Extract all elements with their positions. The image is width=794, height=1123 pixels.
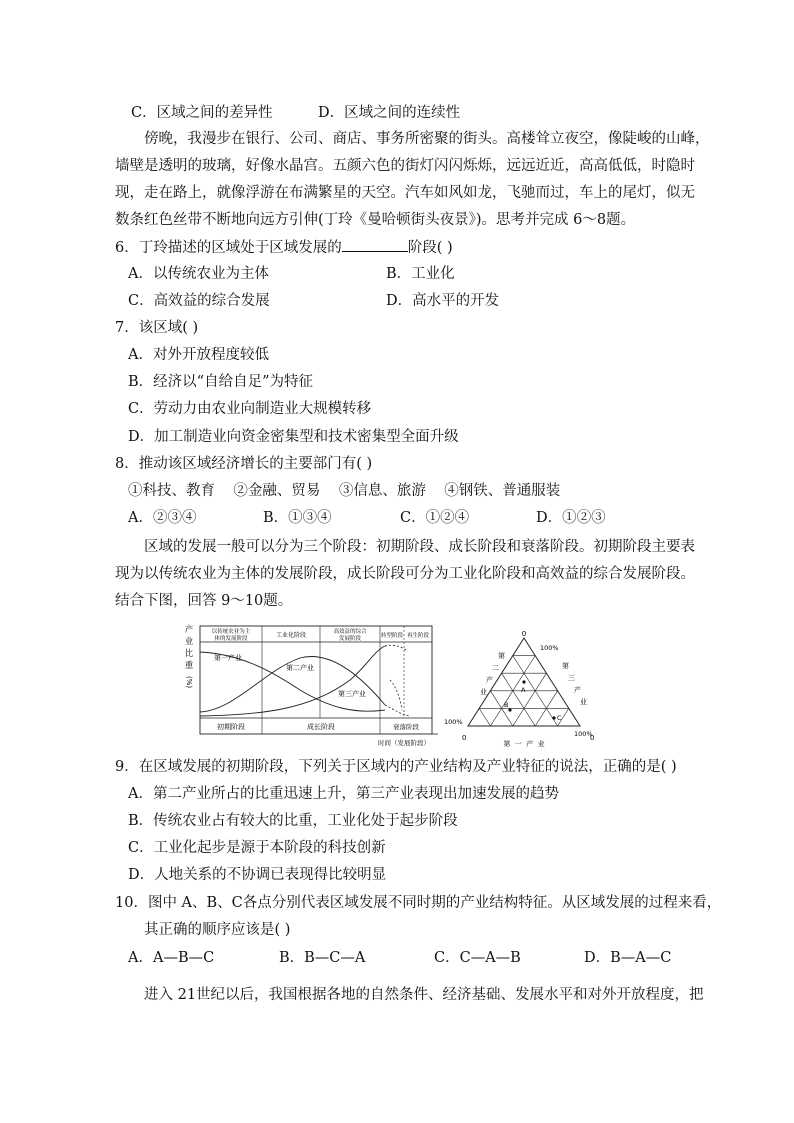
q10-option-c: C．C—A—B	[434, 950, 521, 966]
ternary-right-label-2: 产	[574, 686, 581, 694]
label-primary: 第一产业	[214, 654, 242, 662]
q6-option-d: D．高水平的开发	[386, 293, 500, 309]
fig-left-top-stage-4: 转型阶段	[380, 633, 404, 639]
industry-structure-diagram	[180, 620, 442, 750]
ternary-grid-line-7	[502, 673, 536, 726]
ternary-right-100: 100%	[574, 730, 593, 738]
q10-option-a: A．A—B—C	[128, 950, 215, 966]
passage1-line-2: 墙壁是透明的玻璃，好像水晶宫。五颜六色的街灯闪闪烁烁，远远近近，高高低低，时隐时	[115, 158, 695, 174]
q6-option-c: C．高效益的综合发展	[128, 293, 270, 309]
curve-rebirth	[390, 680, 402, 710]
passage2-line-1: 区域的发展一般可以分为三个阶段：初期阶段、成长阶段和衰落阶段。初期阶段主要表	[144, 539, 695, 555]
fig-left-top-stage-3b: 发展阶段	[338, 636, 362, 642]
q8-option-d: D．①②③	[536, 510, 606, 526]
fig-left-top-stage-3a: 高效益的综合	[333, 629, 367, 635]
fig-left-ylabel-3: 重	[184, 661, 194, 671]
q10-stem-line-1: 10．图中 A、B、C各点分别代表区域发展不同时期的产业结构特征。从区域发展的过程来看，	[115, 895, 722, 911]
ternary-right-label-3: 业	[580, 698, 587, 706]
fig-left-ylabel-0: 产	[184, 625, 194, 635]
ternary-bl-zero: 0	[462, 734, 467, 742]
fig-left-xlabel: 时间（发展阶段）	[378, 739, 430, 747]
passage3-line-1: 进入 21世纪以后，我国根据各地的自然条件、经济基础、发展水平和对外开放程度，把	[144, 987, 704, 1003]
q6-stem-a: 6．丁玲描述的区域处于区域发展的	[115, 240, 342, 256]
q6-option-a: A．以传统农业为主体	[128, 266, 269, 282]
q7-option-c: C．劳动力由农业向制造业大规模转移	[128, 401, 372, 417]
label-secondary: 第二产业	[286, 664, 314, 672]
fig-left-bottom-stage-2: 成长阶段	[307, 723, 335, 731]
ternary-point-b	[508, 708, 511, 711]
q9-option-a: A．第二产业所占的比重迅速上升，第三产业表现出加速发展的趋势	[128, 786, 559, 802]
fig-left-ylabel-2: 比	[184, 649, 194, 659]
q9-option-d: D．人地关系的不协调已表现得比较明显	[128, 867, 387, 883]
fig-left-ylabel-4: (%)	[185, 675, 193, 689]
ternary-left-label-0: 第	[498, 652, 505, 660]
q7-stem: 7．该区域( )	[115, 320, 199, 336]
ternary-point-a	[522, 680, 525, 683]
q8-option-b: B．①③④	[263, 510, 332, 526]
q6-stem	[115, 237, 453, 258]
fig-left-bottom-stage-1: 初期阶段	[217, 723, 245, 731]
curve-tertiary-ext	[385, 645, 406, 650]
curve-secondary-ext	[385, 705, 410, 716]
fig-left-top-stage-5: 再生阶段	[406, 633, 430, 639]
q10-option-b: B．B—C—A	[279, 950, 366, 966]
q10-stem-line-2: 其正确的顺序应该是( )	[144, 922, 291, 938]
ternary-bottom-label: 第 一 产 业	[503, 740, 545, 748]
q6-blank	[342, 237, 408, 252]
ternary-left-label-2: 产	[486, 676, 493, 684]
q9-option-c: C．工业化起步是源于本阶段的科技创新	[128, 840, 386, 856]
passage2-line-2: 现为以传统农业为主体的发展阶段，成长阶段可分为工业化阶段和高效益的综合发展阶段。	[115, 566, 695, 582]
q6-option-b: B．工业化	[386, 266, 455, 282]
ternary-grid-line-1	[479, 708, 490, 726]
q7-option-b: B．经济以“自给自足”为特征	[128, 374, 313, 390]
q7-option-d: D．加工制造业向资金密集型和技术密集型全面升级	[128, 429, 459, 445]
q8-items: ①科技、教育 ②金融、贸易 ③信息、旅游 ④钢铁、普通服装	[128, 483, 561, 499]
ternary-top-zero: 0	[521, 630, 527, 638]
passage1-line-1: 傍晚，我漫步在银行、公司、商店、事务所密聚的街头。高楼耸立夜空，像陡峻的山峰，	[144, 131, 710, 147]
fig-left-top-stage-2: 工业化阶段	[275, 632, 307, 639]
q6-stem-b: 阶段( )	[407, 240, 453, 256]
prev-option-c: C．区域之间的差异性	[131, 105, 273, 121]
fig-left-bottom-stage-3: 衰落阶段	[393, 723, 419, 731]
ternary-point-c	[552, 716, 555, 719]
ternary-left-100: 100%	[444, 718, 463, 726]
q9-option-b: B．传统农业占有较大的比重，工业化处于起步阶段	[128, 813, 458, 829]
ternary-point-c-label: C	[557, 714, 562, 722]
ternary-point-a-label: A	[521, 686, 526, 694]
ternary-left-label-3: 业	[480, 688, 487, 696]
q10-option-d: D．B—A—C	[584, 950, 672, 966]
passage1-line-3: 现，走在路上，就像浮游在布满繁星的天空。汽车如风如龙，飞驰而过，车上的尾灯，似无	[115, 185, 695, 201]
ternary-diagram	[440, 628, 605, 750]
prev-option-d: D．区域之间的连续性	[318, 105, 461, 121]
passage1-line-4: 数条红色丝带不断地向远方引伸(丁玲《曼哈顿街头夜景》)。思考并完成 6～8题。	[115, 212, 636, 228]
q8-option-c: C．①②④	[400, 510, 470, 526]
q7-option-a: A．对外开放程度较低	[128, 347, 269, 363]
ternary-grid-line-8	[513, 673, 547, 726]
ternary-point-b-label: B	[504, 701, 509, 709]
fig-left-top-stage-1a: 以传统农业为主	[211, 629, 251, 635]
q9-stem: 9．在区域发展的初期阶段，下列关于区域内的产业结构及产业特征的说法，正确的是( )	[115, 759, 677, 775]
q8-stem: 8．推动该区域经济增长的主要部门有( )	[115, 456, 373, 472]
passage2-line-3: 结合下图，回答 9～10题。	[115, 593, 293, 609]
ternary-top-100: 100%	[540, 644, 559, 652]
ternary-right-label-0: 第	[562, 662, 569, 670]
ternary-right-label-1: 三	[568, 674, 575, 682]
ternary-br-zero: 0	[590, 734, 595, 742]
ternary-left-label-1: 二	[492, 664, 499, 672]
fig-left-ylabel-1: 业	[184, 637, 194, 647]
fig-left-top-stage-1b: 体的发展阶段	[214, 636, 248, 642]
label-tertiary: 第三产业	[338, 690, 366, 698]
q8-option-a: A．②③④	[128, 510, 197, 526]
